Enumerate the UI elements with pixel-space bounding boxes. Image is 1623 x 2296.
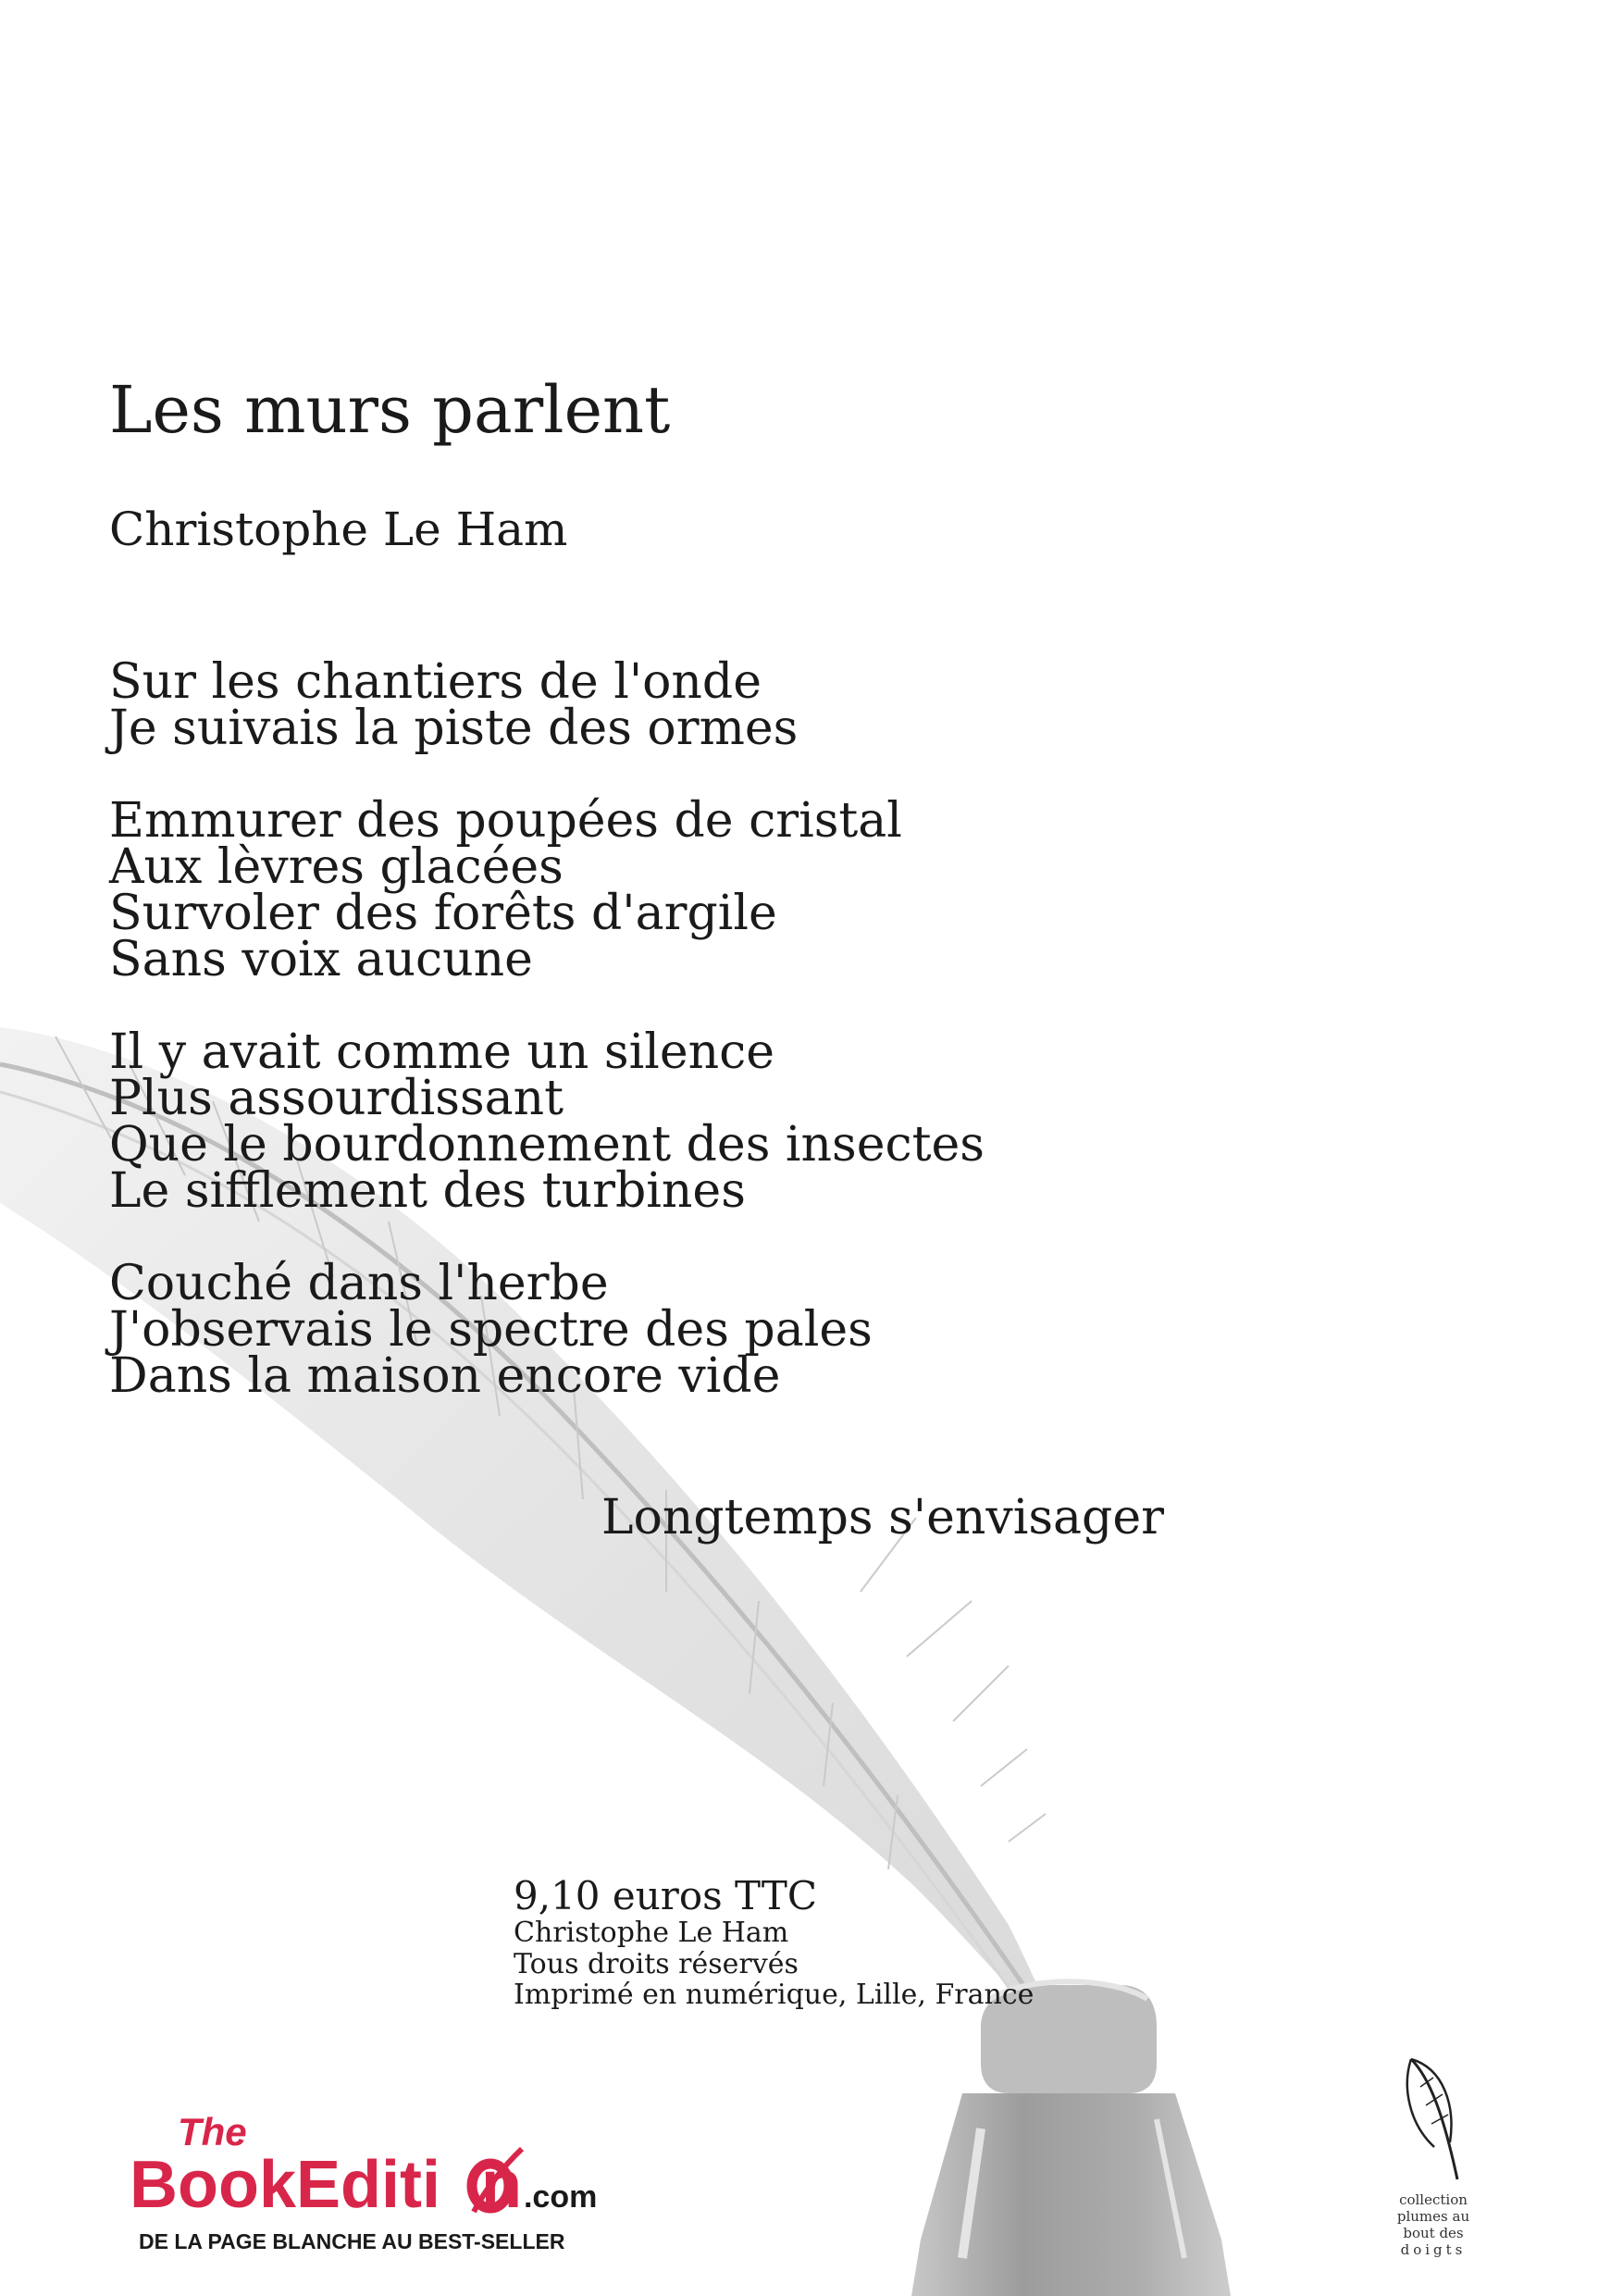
verse: Couché dans l'herbe	[109, 1256, 609, 1311]
logo-the-text: The	[178, 2110, 247, 2153]
book-title: Les murs parlent	[109, 372, 671, 448]
verse: Dans la maison encore vide	[109, 1348, 781, 1404]
colophon-author: Christophe Le Ham	[514, 1917, 789, 1950]
verse: Sans voix aucune	[109, 932, 533, 987]
feather-icon	[1393, 2050, 1476, 2189]
verse: J'observais le spectre des pales	[109, 1302, 873, 1358]
collection-line: plumes au	[1396, 2208, 1470, 2225]
stanza	[109, 1256, 1127, 1404]
bookedition-logo	[130, 2101, 666, 2267]
stanza	[109, 654, 1127, 756]
verse: Plus assourdissant	[109, 1071, 564, 1126]
collection-label	[1377, 2191, 1490, 2258]
verse: Emmurer des poupées de cristal	[109, 793, 902, 849]
logo-domain: .com	[523, 2179, 598, 2215]
verse: Survoler des forêts d'argile	[109, 886, 777, 941]
logo-tagline: DE LA PAGE BLANCHE AU BEST-SELLER	[139, 2229, 565, 2253]
colophon	[514, 1874, 1034, 2011]
collection-line: collection	[1399, 2191, 1468, 2208]
book-author: Christophe Le Ham	[109, 503, 568, 556]
verse: Le sifflement des turbines	[109, 1163, 746, 1219]
poem-dedication: Longtemps s'envisager	[601, 1490, 1164, 1545]
verse: Sur les chantiers de l'onde	[109, 654, 762, 710]
logo-brand-text	[130, 2148, 597, 2222]
logo-brand-tail: n	[481, 2148, 522, 2222]
logo-brand-book: BookEditi	[130, 2148, 440, 2222]
collection-line: doigts	[1400, 2241, 1467, 2258]
verse: Aux lèvres glacées	[109, 839, 564, 895]
verse: Il y avait comme un silence	[109, 1024, 775, 1080]
collection-line: bout des	[1403, 2225, 1464, 2241]
stanza	[109, 1024, 1127, 1219]
poem-body	[109, 654, 1127, 1446]
rights-notice: Tous droits réservés	[514, 1947, 799, 1980]
verse: Je suivais la piste des ormes	[109, 701, 799, 756]
stanza	[109, 793, 1127, 987]
price-label: 9,10 euros TTC	[514, 1873, 817, 1918]
printing-notice: Imprimé en numérique, Lille, France	[514, 1979, 1035, 2012]
verse: Que le bourdonnement des insectes	[109, 1117, 985, 1173]
